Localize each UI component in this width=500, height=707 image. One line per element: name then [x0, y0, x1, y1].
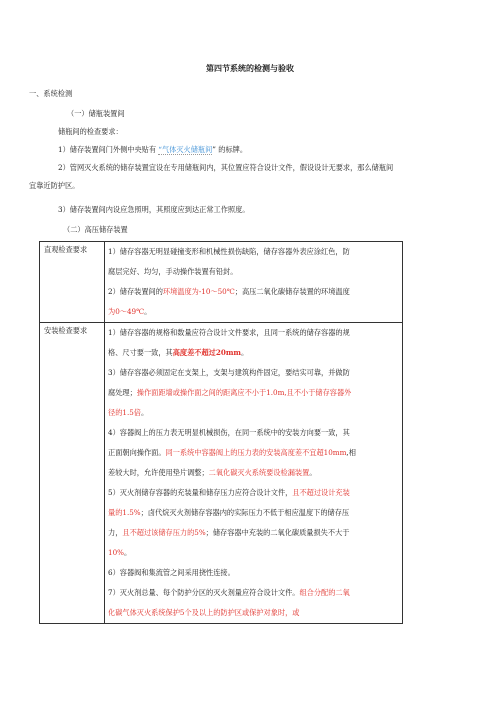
paragraph-2-line-1: 2）管网灭火系统的储存装置宜设在专用储瓶间内，其位置应符合设计文件，假设设计无要求，那么储瓶间: [58, 163, 394, 172]
table-body-cell: [105, 323, 403, 624]
row1-co2-temp: 为0～49℃: [108, 307, 145, 316]
row1-line-3-a: 2）储存装置间的: [108, 287, 163, 296]
row2-line-4: [108, 383, 398, 403]
row2-line-7-a: 正面朝向操作面。: [108, 448, 166, 457]
table-header-cell: [40, 242, 105, 323]
row2-line-3: 3）储存容器必须固定在支架上，支架与建筑构件固定，要结实可靠，并做防: [108, 368, 350, 377]
table-row: [40, 323, 403, 624]
row2-line-2: [108, 343, 398, 363]
row2-line-6: 4）容器阀上的压力表无明显机械损伤，在同一系统中的安装方向要一致，其: [108, 428, 350, 437]
row2-mass-loss: 10%: [108, 548, 124, 557]
paragraph-1-sign-label: “气体灭火储瓶间: [158, 145, 213, 154]
paragraph-1-text-c: ” 的标牌。: [212, 145, 248, 154]
row2-line-15: 化碳气体灭火系统保护5个及以上的防护区或保护对象时，或: [108, 608, 300, 617]
row2-line-8: [108, 463, 398, 483]
row2-leak-detection: 二氧化碳灭火系统要设检漏装置: [208, 468, 310, 477]
row2-line-8-a: 差较大时，允许使用垫片调整；: [108, 468, 209, 477]
row2-fill-percent: 量的1.5%: [108, 508, 141, 517]
requirements-table: [39, 241, 403, 624]
paragraph-2-line-2: 宜靠近防护区。: [29, 181, 80, 190]
paragraph-3: 3）储存装置间内设应急照明，其照度应到达正常工作照度。: [58, 205, 250, 214]
row1-env-temp: 环境温度为-10～50℃: [162, 287, 235, 296]
paragraph-1: [58, 145, 247, 155]
subsection-high-pressure-storage: （二）高压储存装置: [63, 225, 128, 234]
row1-line-1: 1）储存容器无明显碰撞变形和机械性损伤缺陷，储存容器外表应涂红色，防: [108, 247, 350, 256]
row2-line-10: [108, 503, 398, 523]
row2-line-7: [108, 443, 398, 463]
row2-line-5: [108, 403, 398, 423]
row2-line-11: [108, 523, 398, 543]
table-header-cell: [40, 323, 105, 624]
row2-line-12: [108, 543, 398, 563]
subsection-cylinder-room: （一）储瓶装置间: [67, 109, 125, 118]
row2-line-2-a: 格、尺寸要一致，其: [108, 348, 173, 357]
page-title: 第四节系统的检测与验收: [206, 63, 294, 73]
row2-combined-system: 组合分配的二氧: [299, 588, 350, 597]
row2-line-9: [108, 483, 398, 503]
requirements-intro: 储瓶间的检查要求：: [58, 127, 123, 136]
row2-pressure-limit: 且不超过该储存压力的5%: [122, 528, 206, 537]
row2-line-10-b: ；卤代烷灭火剂储存容器内的实际压力不低于相应温度下的储存压: [140, 508, 350, 517]
section-heading-system-detection: 一、系统检测: [29, 89, 73, 98]
row-header-visual-check: 直观检查要求: [44, 245, 88, 254]
row2-line-13: 6）容器阀和集流管之间采用挠性连接。: [108, 568, 235, 577]
row-header-installation-check: 安装检查要求: [44, 326, 88, 335]
row1-line-4-end: 。: [144, 307, 152, 316]
row2-line-2-c: 。: [241, 348, 249, 357]
paragraph-1-text-a: 1）储存装置间门外侧中央贴有: [58, 145, 159, 154]
row2-line-14-a: 7）灭火剂总量、每个防护分区的灭火剂量应符合设计文件。: [108, 588, 300, 597]
row1-line-3-c: ；高压二氧化碳储存装置的环境温度: [234, 287, 350, 296]
row2-line-7-c: ,相: [346, 448, 356, 457]
row2-line-9-a: 5）灭火剂储存容器的充装量和储存压力应符合设计文件，: [108, 488, 293, 497]
row2-height-diff: 高度差不超过20mm: [172, 348, 242, 357]
row1-line-3: [108, 282, 398, 302]
row2-fill-limit: 且不超过设计充装: [292, 488, 350, 497]
row1-line-4: [108, 302, 398, 322]
row2-distance-req: 操作面距墙或操作面之间的距离应不小于1.0m,且不小于储存容器外: [136, 388, 352, 397]
row2-line-14: [108, 583, 398, 603]
table-row: [40, 242, 403, 323]
row1-line-2: 腐层完好、均匀，手动操作装置有铅封。: [108, 267, 238, 276]
row2-diameter-req: 径的1.5倍: [108, 408, 141, 417]
row2-line-4-a: 腐处理；: [108, 388, 137, 397]
row2-line-8-c: 。: [309, 468, 317, 477]
table-body-cell: [105, 242, 403, 323]
row2-line-1: 1）储存容器的规格和数量应符合设计文件要求，且同一系统的储存容器的规: [108, 328, 350, 337]
row2-line-5-end: 。: [141, 408, 149, 417]
row2-gauge-height: 同一系统中容器阀上的压力表的安装高度差不宜超10mm: [165, 448, 347, 457]
row2-line-11-a: 力，: [108, 528, 123, 537]
row2-line-11-c: ；储存容器中充装的二氧化碳质量损失不大于: [205, 528, 350, 537]
row2-line-12-end: 。: [123, 548, 132, 557]
